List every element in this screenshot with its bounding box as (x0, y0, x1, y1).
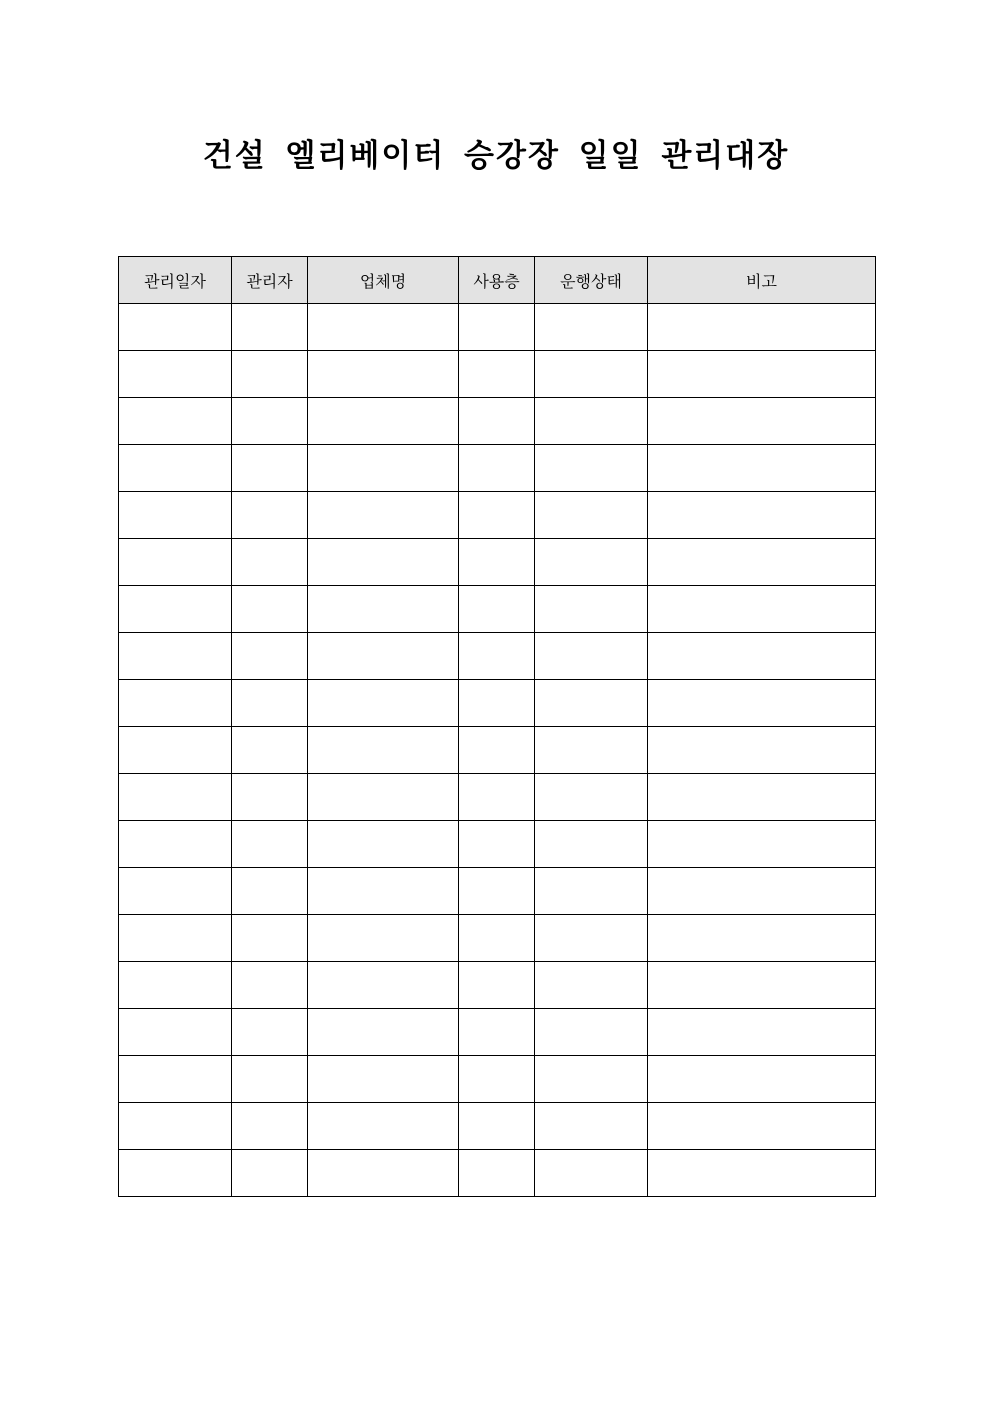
cell-operation-status[interactable] (535, 351, 648, 398)
cell-manager[interactable] (232, 915, 308, 962)
cell-company-name[interactable] (308, 304, 459, 351)
cell-management-date[interactable] (119, 868, 232, 915)
cell-floor-used[interactable] (459, 774, 535, 821)
cell-remarks[interactable] (648, 398, 876, 445)
cell-floor-used[interactable] (459, 351, 535, 398)
cell-floor-used[interactable] (459, 1009, 535, 1056)
cell-remarks[interactable] (648, 727, 876, 774)
cell-operation-status[interactable] (535, 1056, 648, 1103)
cell-company-name[interactable] (308, 445, 459, 492)
cell-management-date[interactable] (119, 915, 232, 962)
cell-floor-used[interactable] (459, 1056, 535, 1103)
cell-floor-used[interactable] (459, 539, 535, 586)
cell-floor-used[interactable] (459, 445, 535, 492)
cell-operation-status[interactable] (535, 915, 648, 962)
cell-company-name[interactable] (308, 1103, 459, 1150)
cell-manager[interactable] (232, 492, 308, 539)
cell-floor-used[interactable] (459, 868, 535, 915)
cell-remarks[interactable] (648, 680, 876, 727)
cell-remarks[interactable] (648, 774, 876, 821)
cell-operation-status[interactable] (535, 445, 648, 492)
cell-floor-used[interactable] (459, 492, 535, 539)
cell-remarks[interactable] (648, 351, 876, 398)
table-header-row (119, 257, 876, 304)
cell-company-name[interactable] (308, 1150, 459, 1197)
table-row (119, 1009, 876, 1056)
column-header-operation-status: 운행상태 (535, 257, 648, 304)
cell-operation-status[interactable] (535, 1150, 648, 1197)
cell-manager[interactable] (232, 774, 308, 821)
cell-remarks[interactable] (648, 492, 876, 539)
cell-remarks[interactable] (648, 445, 876, 492)
cell-manager[interactable] (232, 633, 308, 680)
cell-manager[interactable] (232, 821, 308, 868)
cell-management-date[interactable] (119, 1150, 232, 1197)
cell-company-name[interactable] (308, 492, 459, 539)
cell-management-date[interactable] (119, 351, 232, 398)
cell-manager[interactable] (232, 1056, 308, 1103)
cell-floor-used[interactable] (459, 821, 535, 868)
table-row (119, 633, 876, 680)
cell-remarks[interactable] (648, 633, 876, 680)
cell-company-name[interactable] (308, 727, 459, 774)
cell-floor-used[interactable] (459, 633, 535, 680)
column-header-company-name: 업체명 (308, 257, 459, 304)
table-row (119, 586, 876, 633)
cell-operation-status[interactable] (535, 727, 648, 774)
cell-manager[interactable] (232, 586, 308, 633)
cell-management-date[interactable] (119, 304, 232, 351)
cell-manager[interactable] (232, 351, 308, 398)
cell-floor-used[interactable] (459, 1103, 535, 1150)
table-row (119, 398, 876, 445)
column-header-remarks: 비고 (648, 257, 876, 304)
cell-floor-used[interactable] (459, 680, 535, 727)
cell-operation-status[interactable] (535, 868, 648, 915)
cell-remarks[interactable] (648, 1103, 876, 1150)
table-row (119, 351, 876, 398)
cell-manager[interactable] (232, 727, 308, 774)
table-row (119, 962, 876, 1009)
cell-floor-used[interactable] (459, 586, 535, 633)
cell-company-name[interactable] (308, 1056, 459, 1103)
table-row (119, 680, 876, 727)
cell-company-name[interactable] (308, 351, 459, 398)
table-row (119, 774, 876, 821)
cell-remarks[interactable] (648, 962, 876, 1009)
cell-management-date[interactable] (119, 539, 232, 586)
cell-operation-status[interactable] (535, 539, 648, 586)
column-header-manager: 관리자 (232, 257, 308, 304)
table-row (119, 1103, 876, 1150)
cell-manager[interactable] (232, 304, 308, 351)
cell-operation-status[interactable] (535, 680, 648, 727)
cell-manager[interactable] (232, 445, 308, 492)
table-row (119, 492, 876, 539)
cell-management-date[interactable] (119, 727, 232, 774)
cell-company-name[interactable] (308, 868, 459, 915)
cell-company-name[interactable] (308, 680, 459, 727)
cell-manager[interactable] (232, 539, 308, 586)
table-row (119, 304, 876, 351)
cell-management-date[interactable] (119, 398, 232, 445)
table-row (119, 445, 876, 492)
cell-management-date[interactable] (119, 1009, 232, 1056)
cell-floor-used[interactable] (459, 304, 535, 351)
cell-manager[interactable] (232, 868, 308, 915)
cell-company-name[interactable] (308, 633, 459, 680)
cell-floor-used[interactable] (459, 727, 535, 774)
table-row (119, 1150, 876, 1197)
cell-floor-used[interactable] (459, 1150, 535, 1197)
table-row (119, 727, 876, 774)
cell-company-name[interactable] (308, 821, 459, 868)
cell-manager[interactable] (232, 1150, 308, 1197)
cell-company-name[interactable] (308, 586, 459, 633)
cell-floor-used[interactable] (459, 915, 535, 962)
cell-remarks[interactable] (648, 304, 876, 351)
column-header-management-date: 관리일자 (119, 257, 232, 304)
cell-operation-status[interactable] (535, 304, 648, 351)
cell-floor-used[interactable] (459, 398, 535, 445)
cell-manager[interactable] (232, 398, 308, 445)
management-ledger-table (118, 256, 876, 1197)
table-row (119, 1056, 876, 1103)
cell-operation-status[interactable] (535, 962, 648, 1009)
cell-manager[interactable] (232, 680, 308, 727)
cell-management-date[interactable] (119, 1056, 232, 1103)
cell-remarks[interactable] (648, 821, 876, 868)
cell-operation-status[interactable] (535, 1103, 648, 1150)
cell-company-name[interactable] (308, 398, 459, 445)
cell-remarks[interactable] (648, 1150, 876, 1197)
cell-company-name[interactable] (308, 539, 459, 586)
cell-manager[interactable] (232, 962, 308, 1009)
cell-remarks[interactable] (648, 915, 876, 962)
cell-manager[interactable] (232, 1009, 308, 1056)
cell-operation-status[interactable] (535, 774, 648, 821)
cell-operation-status[interactable] (535, 492, 648, 539)
cell-company-name[interactable] (308, 915, 459, 962)
cell-management-date[interactable] (119, 962, 232, 1009)
page-title: 건설 엘리베이터 승강장 일일 관리대장 (202, 138, 790, 174)
table-row (119, 868, 876, 915)
cell-operation-status[interactable] (535, 1009, 648, 1056)
cell-company-name[interactable] (308, 774, 459, 821)
cell-management-date[interactable] (119, 445, 232, 492)
cell-remarks[interactable] (648, 1056, 876, 1103)
cell-management-date[interactable] (119, 821, 232, 868)
cell-management-date[interactable] (119, 492, 232, 539)
column-header-floor-used: 사용층 (459, 257, 535, 304)
cell-management-date[interactable] (119, 680, 232, 727)
table-row (119, 821, 876, 868)
cell-operation-status[interactable] (535, 586, 648, 633)
cell-remarks[interactable] (648, 586, 876, 633)
table-row (119, 915, 876, 962)
cell-operation-status[interactable] (535, 633, 648, 680)
cell-management-date[interactable] (119, 586, 232, 633)
cell-manager[interactable] (232, 1103, 308, 1150)
table-body (119, 304, 876, 1197)
cell-remarks[interactable] (648, 539, 876, 586)
cell-remarks[interactable] (648, 1009, 876, 1056)
cell-operation-status[interactable] (535, 821, 648, 868)
cell-operation-status[interactable] (535, 398, 648, 445)
cell-remarks[interactable] (648, 868, 876, 915)
cell-management-date[interactable] (119, 1103, 232, 1150)
table-row (119, 539, 876, 586)
cell-management-date[interactable] (119, 774, 232, 821)
cell-company-name[interactable] (308, 1009, 459, 1056)
cell-company-name[interactable] (308, 962, 459, 1009)
cell-floor-used[interactable] (459, 962, 535, 1009)
cell-management-date[interactable] (119, 633, 232, 680)
